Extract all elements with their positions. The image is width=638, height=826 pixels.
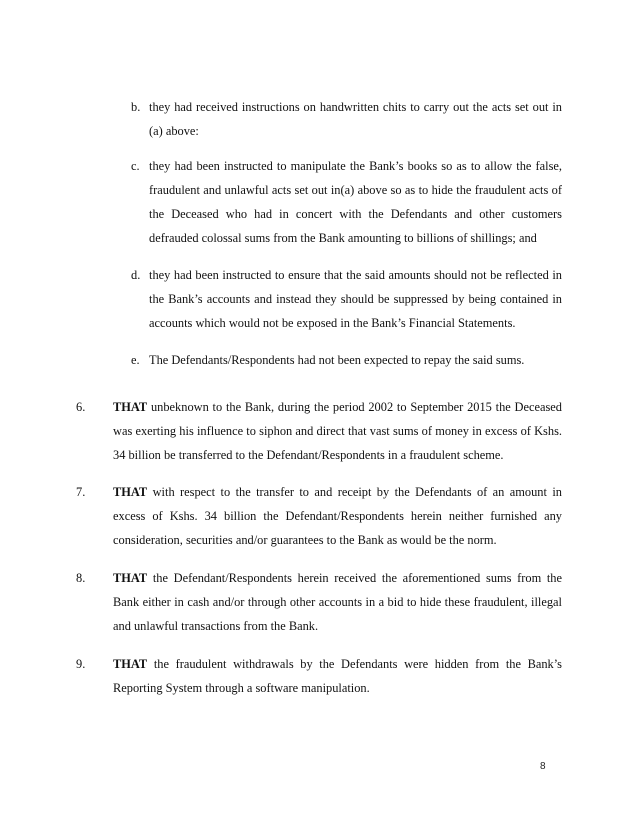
paragraph-9 bbox=[76, 652, 562, 700]
paragraph-6 bbox=[76, 395, 562, 467]
paragraph-text bbox=[113, 480, 562, 552]
paragraph-body: unbeknown to the Bank, during the period 2002 to September 2015 the Deceased was exerting his influence to siphon and direct that vast sums of money in excess of Kshs. 34 billion be transferred to the Defendant/Respondents in a fraudulent scheme. bbox=[113, 400, 562, 462]
sub-item-d bbox=[131, 263, 562, 335]
paragraph-text bbox=[113, 566, 562, 638]
paragraph-body: the fraudulent withdrawals by the Defendants were hidden from the Bank’s Reporting System through a software manipulation. bbox=[113, 657, 562, 695]
sub-item-label: b. bbox=[131, 100, 141, 114]
paragraph-lead: THAT bbox=[113, 400, 148, 414]
sub-item-text: they had received instructions on handwritten chits to carry out the acts set out in (a) above: bbox=[149, 100, 562, 138]
sub-item-label: d. bbox=[131, 268, 141, 282]
sub-item-e bbox=[131, 348, 562, 372]
paragraph-7 bbox=[76, 480, 562, 552]
paragraph-number: 8. bbox=[76, 571, 86, 585]
paragraph-number: 6. bbox=[76, 400, 86, 414]
sub-item-b bbox=[131, 95, 562, 143]
sub-item-label: c. bbox=[131, 159, 140, 173]
paragraph-number: 7. bbox=[76, 485, 86, 499]
sub-item-label: e. bbox=[131, 353, 140, 367]
paragraph-8 bbox=[76, 566, 562, 638]
paragraph-text bbox=[113, 652, 562, 700]
sub-item-text: The Defendants/Respondents had not been expected to repay the said sums. bbox=[149, 353, 525, 367]
paragraph-lead: THAT bbox=[113, 571, 148, 585]
paragraph-lead: THAT bbox=[113, 657, 148, 671]
sub-item-text: they had been instructed to manipulate the Bank’s books so as to allow the false, fraudulent and unlawful acts set out in(a) above so as to hide the fraudulent acts of the Deceased who had in concert with the Defendants and other customers defrauded colossal sums from the Bank amounting to billions of shillings; and bbox=[149, 159, 562, 245]
page-number: 8 bbox=[540, 761, 546, 772]
paragraph-text bbox=[113, 395, 562, 467]
paragraph-body: with respect to the transfer to and receipt by the Defendants of an amount in excess of Kshs. 34 billion the Defendant/Respondents herein neither furnished any consideration, securities and/or guarantees to the Bank as would be the norm. bbox=[113, 485, 562, 547]
sub-item-text: they had been instructed to ensure that the said amounts should not be reflected in the Bank’s accounts and instead they should be suppressed by being contained in accounts which would not be exposed in the Bank’s Financial Statements. bbox=[149, 268, 562, 330]
paragraph-number: 9. bbox=[76, 657, 86, 671]
paragraph-lead: THAT bbox=[113, 485, 148, 499]
sub-item-c bbox=[131, 154, 562, 250]
paragraph-body: the Defendant/Respondents herein received the aforementioned sums from the Bank either in cash and/or through other accounts in a bid to hide these fraudulent, illegal and unlawful transactions from the Bank. bbox=[113, 571, 562, 633]
